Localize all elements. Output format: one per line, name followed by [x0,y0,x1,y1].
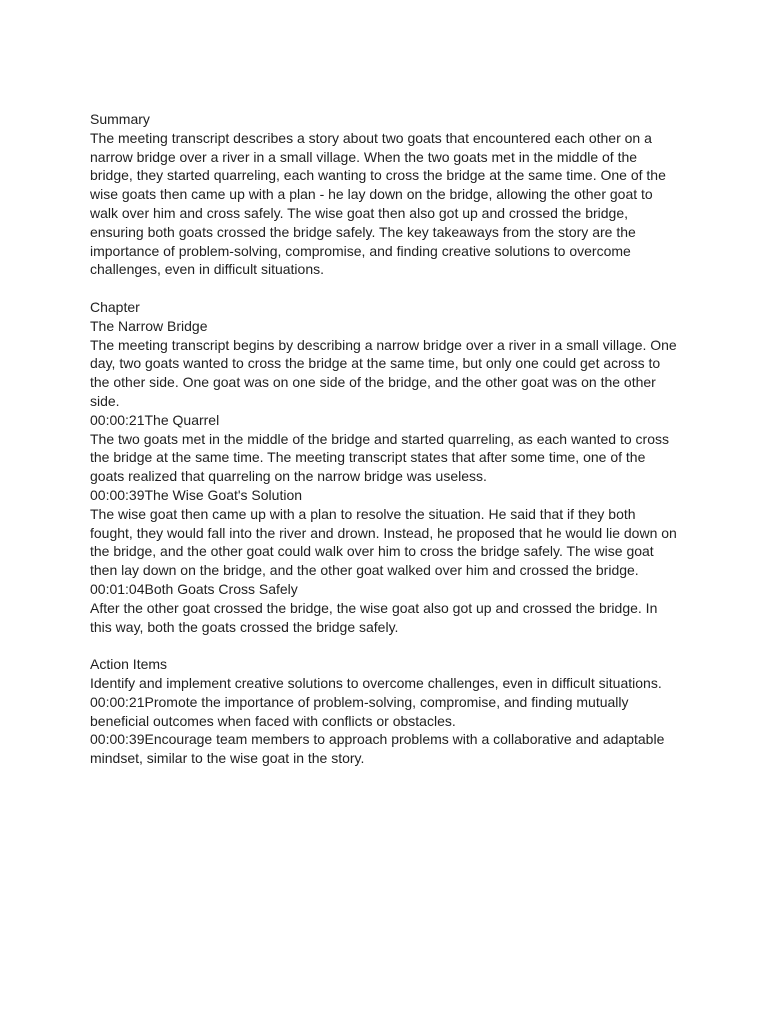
chapter-title [90,317,682,336]
chapter-title-text: Both Goats Cross Safely [144,580,298,597]
chapter-text: The meeting transcript begins by describing a narrow bridge over a river in a small village. One day, two goats wanted to cross the bridge at the same time, but only one could get across to the other side. One goat was on one side of the bridge, and the other goat was on the other side. [90,336,677,409]
chapter-title-text: The Wise Goat's Solution [144,486,303,503]
action-item-text: Promote the importance of problem-solving, compromise, and finding mutually beneficial outcomes when faced with conflicts or obstacles. [90,693,629,729]
chapter-title [90,411,682,430]
document-page [90,110,682,768]
action-item-text: Identify and implement creative solutions to overcome challenges, even in difficult situations. [90,674,662,691]
action-item [90,693,682,731]
action-items-heading: Action Items [90,656,168,673]
summary-heading: Summary [90,111,150,127]
action-item-timestamp: 00:00:21 [90,693,145,710]
chapter-heading: Chapter [90,298,140,315]
section-spacer [90,279,682,298]
chapter-text: The wise goat then came up with a plan to resolve the situation. He said that if they both fought, they would fall into the river and drown. Instead, he proposed that he would lie down on the bridge, and the other goat could walk over him to cross the bridge safely. The wise goat then lay down on the bridge, and the other goat walked over him and crossed the bridge. [90,505,677,579]
chapter-title [90,486,682,505]
chapter-title-text: The Narrow Bridge [90,317,208,334]
chapter-timestamp: 00:00:21 [90,411,145,428]
chapter-text: After the other goat crossed the bridge, the wise goat also got up and crossed the bridge. In this way, both the goats crossed the bridge safely. [90,599,658,635]
summary-text: The meeting transcript describes a story about two goats that encountered each other on a narrow bridge over a river in a small village. When the two goats met in the middle of the bridge, they started quarreling, each wanting to cross the bridge at the same time. One of the wise goats then came up with a plan - he lay down on the bridge, allowing the other goat to walk over him and cross safely. The wise goat then also got up and crossed the bridge, ensuring both goats crossed the bridge safely. The key takeaways from the story are the importance of problem-solving, compromise, and finding creative solutions to overcome challenges, even in difficult situations. [90,129,666,278]
action-item-timestamp: 00:00:39 [90,731,145,748]
chapter-title-text: The Quarrel [144,411,220,428]
action-item [90,674,682,693]
action-item [90,730,682,768]
chapter-timestamp: 00:00:39 [90,486,145,503]
chapter-text: The two goats met in the middle of the bridge and started quarreling, as each wanted to cross the bridge at the same time. The meeting transcript states that after some time, one of the goats realized that quarreling on the narrow bridge was useless. [90,430,669,485]
chapter-title [90,580,682,599]
chapter-timestamp: 00:01:04 [90,580,145,597]
action-item-text: Encourage team members to approach problems with a collaborative and adaptable mindset, similar to the wise goat in the story. [90,731,665,767]
section-spacer [90,636,682,655]
